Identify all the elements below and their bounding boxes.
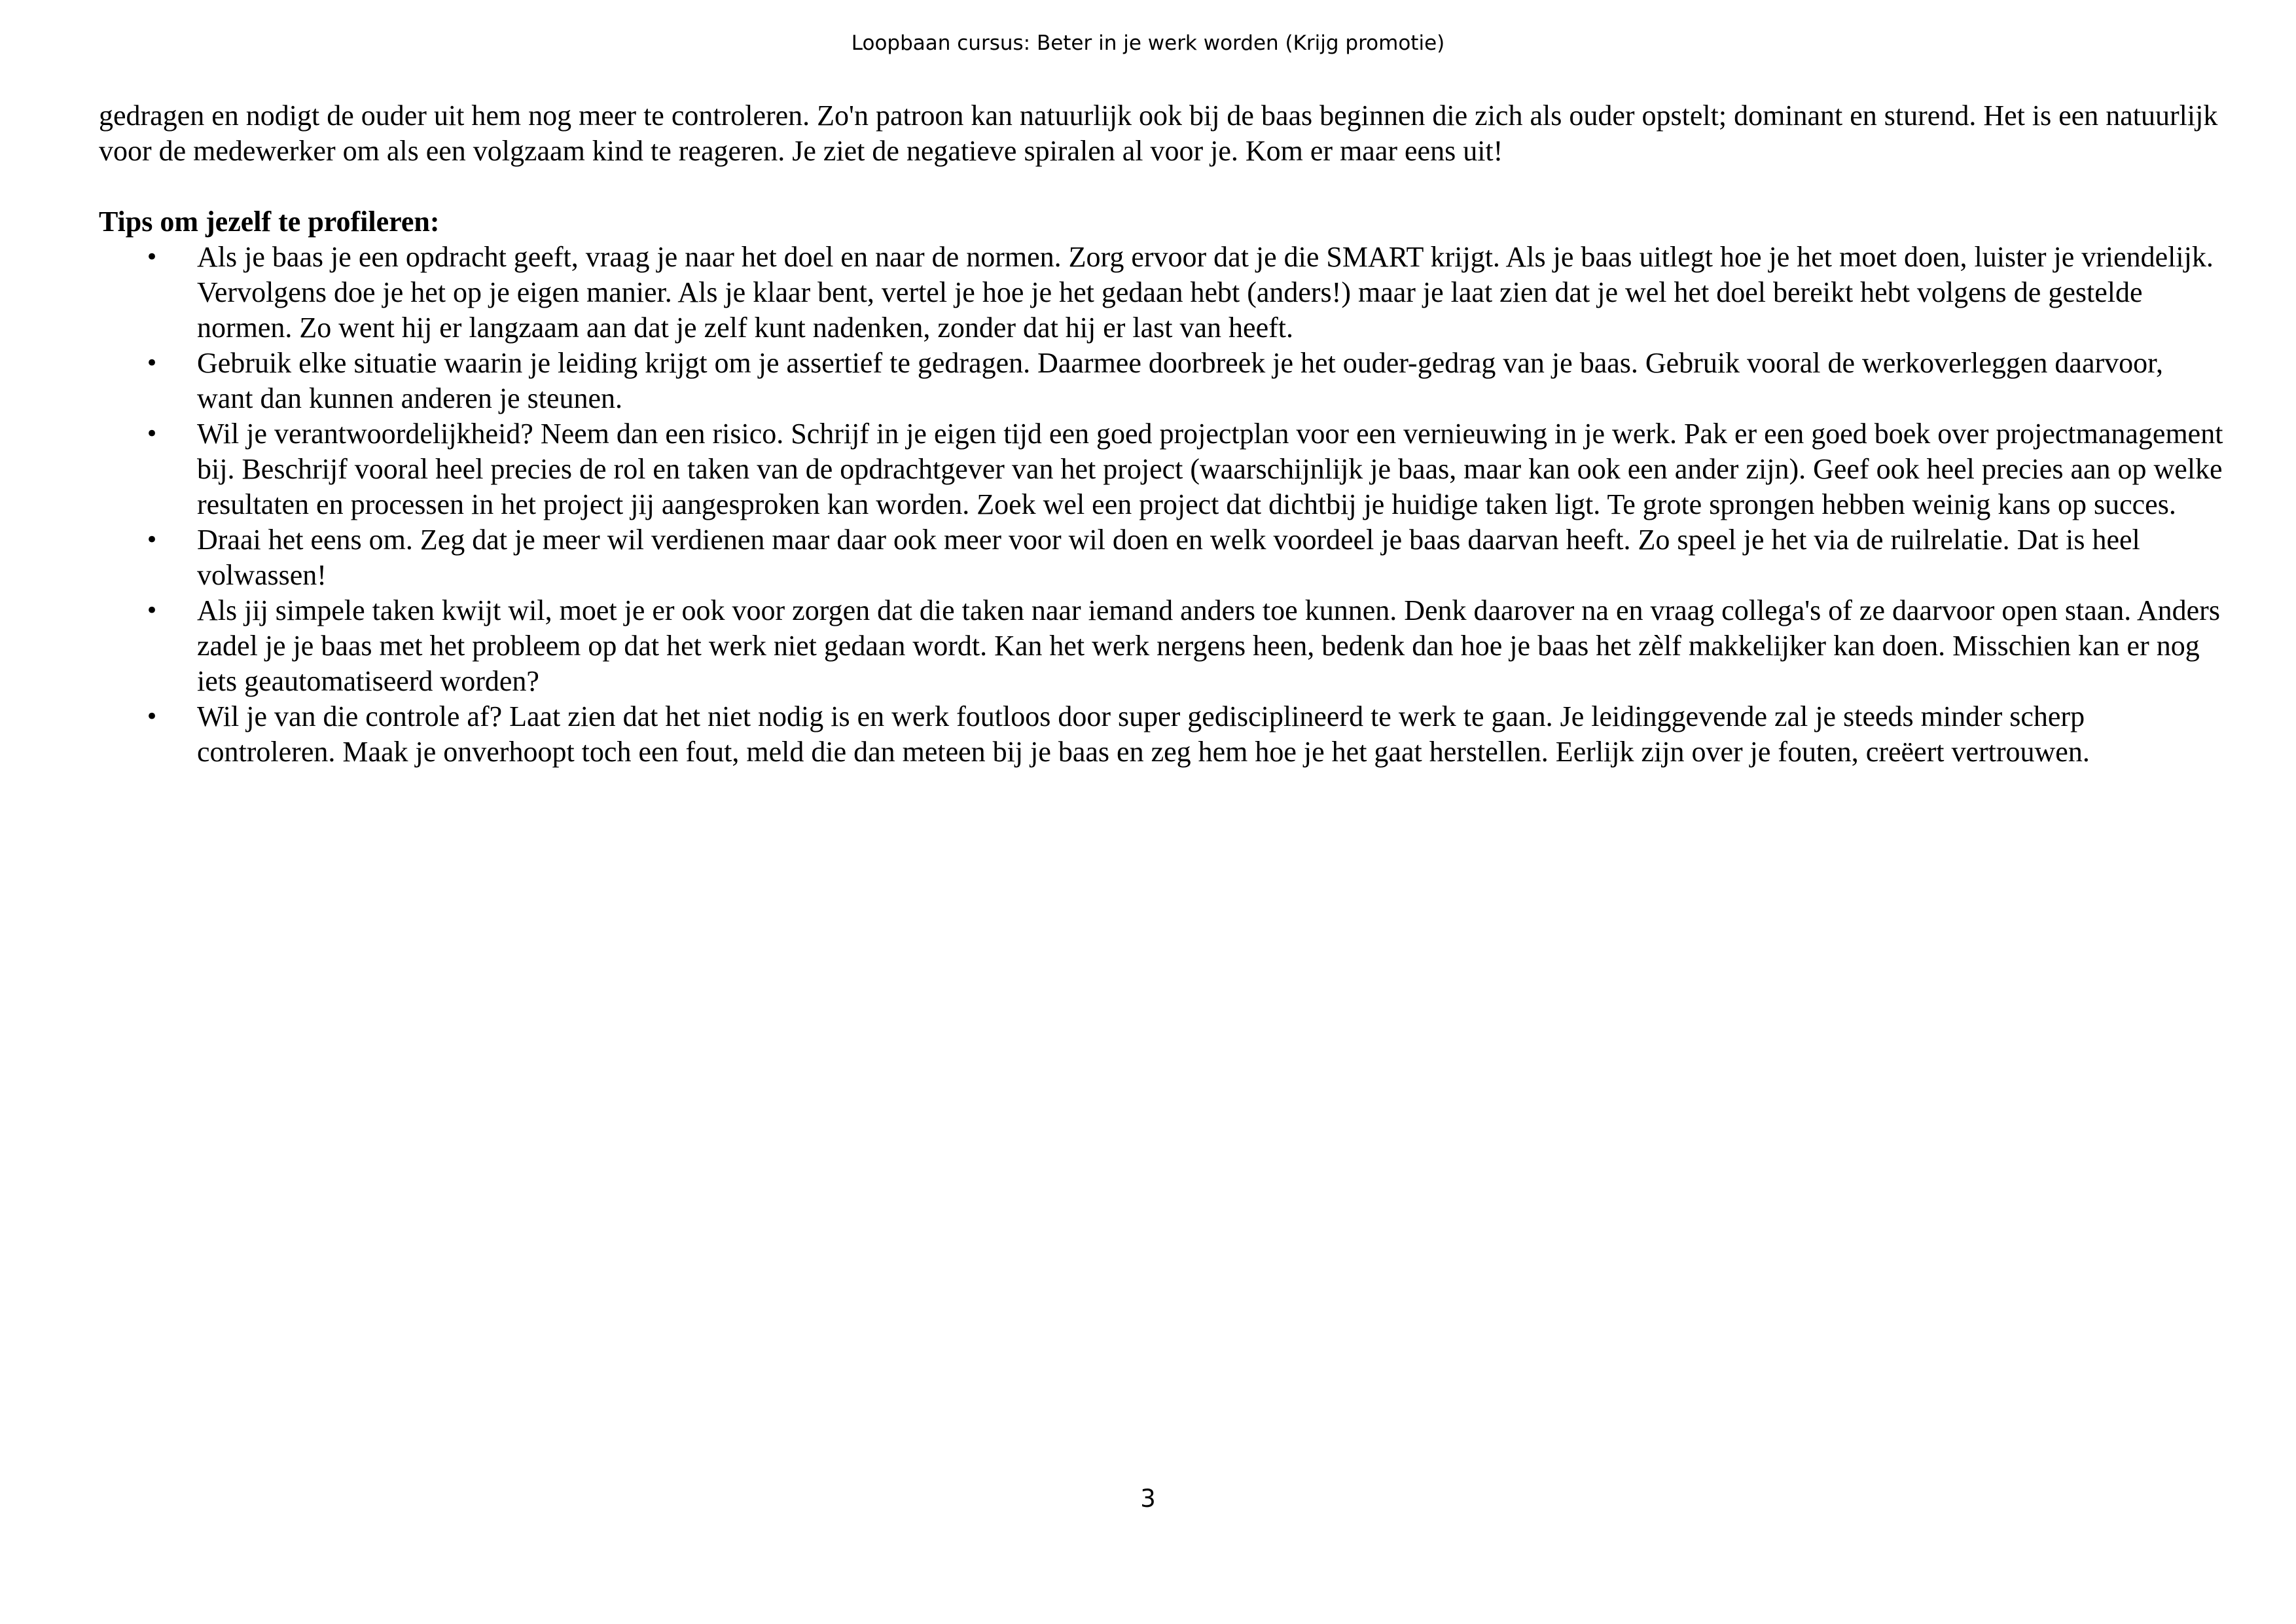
- tip-text: Als jij simpele taken kwijt wil, moet je er ook voor zorgen dat die taken naar iemand anders toe kunnen. Denk daarover na en vraag collega's of ze daarvoor open staan. Anders zadel je je baas met het probleem op dat het werk niet gedaan wordt. Kan het werk nergens heen, bedenk dan hoe je baas het zèlf makkelijker kan doen. Misschien kan er nog iets geautomatiseerd worden?: [197, 594, 2220, 697]
- intro-paragraph: gedragen en nodigt de ouder uit hem nog meer te controleren. Zo'n patroon kan natuurlijk ook bij de baas beginnen die zich als ouder opstelt; dominant en sturend. Het is een natuurlijk voor de medewerker om als een volgzaam kind te reageren. Je ziet de negatieve spiralen al voor je. Kom er maar eens uit!: [99, 99, 2218, 167]
- bullet-icon: •: [145, 598, 159, 624]
- tip-text: Draai het eens om. Zeg dat je meer wil verdienen maar daar ook meer voor wil doen en welk voordeel je baas daarvan heeft. Zo speel je het via de ruilrelatie. Dat is heel volwassen!: [197, 524, 2140, 591]
- bullet-icon: •: [145, 421, 159, 447]
- tip-text: Wil je van die controle af? Laat zien dat het niet nodig is en werk foutloos door super gedisciplineerd te werk te gaan. Je leidinggevende zal je steeds minder scherp controleren. Maak je onverhoopt toch een fout, meld die dan meteen bij je baas en zeg hem hoe je het gaat herstellen. Eerlijk zijn over je fouten, creëert vertrouwen.: [197, 700, 2090, 768]
- page-number: 3: [1140, 1485, 1156, 1513]
- tip-item: [99, 699, 2226, 770]
- tip-item: [99, 346, 2226, 416]
- tip-text: Gebruik elke situatie waarin je leiding krijgt om je assertief te gedragen. Daarmee doorbreek je het ouder-gedrag van je baas. Gebruik vooral de werkoverleggen daarvoor, want dan kunnen anderen je steunen.: [197, 347, 2164, 414]
- tip-text: Als je baas je een opdracht geeft, vraag je naar het doel en naar de normen. Zorg ervoor dat je die SMART krijgt. Als je baas uitlegt hoe je het moet doen, luister je vriendelijk. Vervolgens doe je het op je eigen manier. Als je klaar bent, vertel je hoe je het gedaan hebt (anders!) maar je laat zien dat je wel het doel bereikt hebt volgens de gestelde normen. Zo went hij er langzaam aan dat je zelf kunt nadenken, zonder dat hij er last van heeft.: [197, 241, 2214, 344]
- bullet-icon: •: [145, 527, 159, 553]
- tip-item: [99, 240, 2226, 346]
- tip-item: [99, 593, 2226, 699]
- page-header: Loopbaan cursus: Beter in je werk worden (Krijg promotie): [851, 31, 1445, 55]
- tips-list: [99, 240, 2226, 770]
- tips-heading: Tips om jezelf te profileren:: [99, 206, 440, 238]
- tip-item: [99, 522, 2226, 593]
- bullet-icon: •: [145, 704, 159, 730]
- bullet-icon: •: [145, 350, 159, 376]
- tip-item: [99, 416, 2226, 522]
- body-text: [99, 98, 2226, 770]
- bullet-icon: •: [145, 244, 159, 270]
- tip-text: Wil je verantwoordelijkheid? Neem dan een risico. Schrijf in je eigen tijd een goed projectplan voor een vernieuwing in je werk. Pak er een goed boek over projectmanagement bij. Beschrijf vooral heel precies de rol en taken van de opdrachtgever van het project (waarschijnlijk je baas, maar kan ook een ander zijn). Geef ook heel precies aan op welke resultaten en processen in het project jij aangesproken kan worden. Zoek wel een project dat dichtbij je huidige taken ligt. Te grote sprongen hebben weinig kans op succes.: [197, 418, 2223, 520]
